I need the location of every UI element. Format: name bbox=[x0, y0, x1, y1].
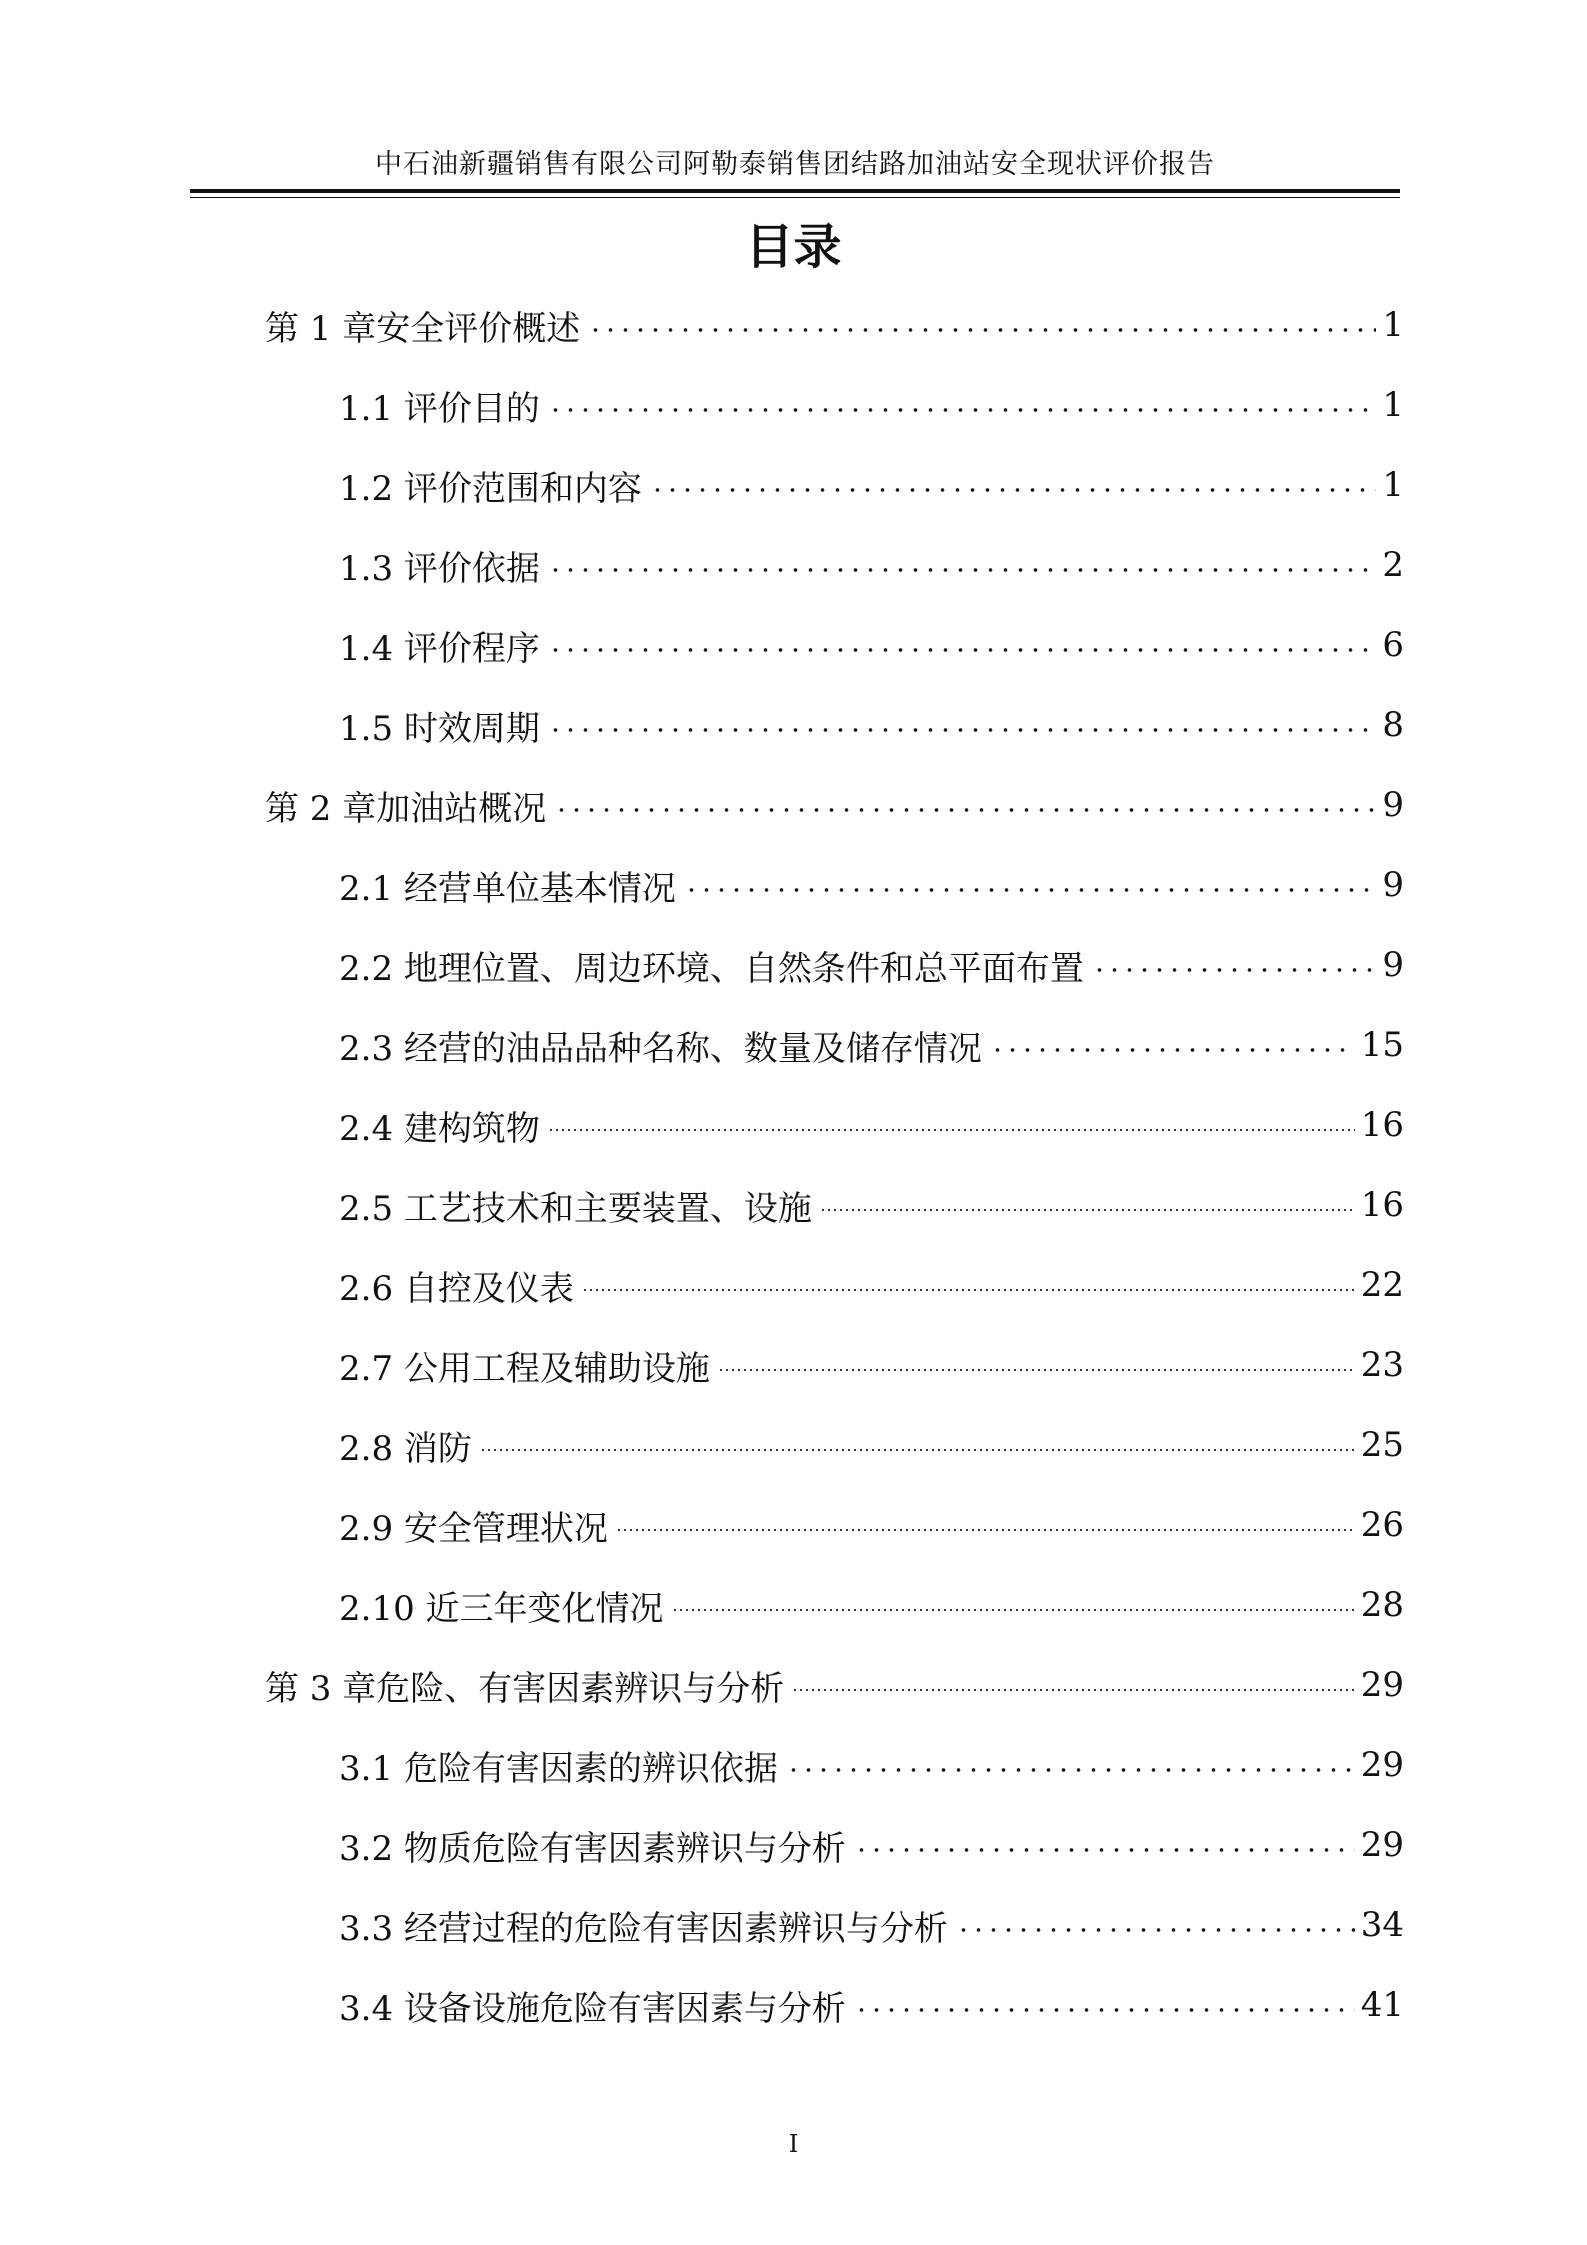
toc-entry-page-number: 9 bbox=[1382, 865, 1404, 905]
toc-dot-leader bbox=[582, 1287, 1355, 1293]
toc-entry-page-number: 1 bbox=[1382, 385, 1404, 425]
toc-entry[interactable] bbox=[339, 1970, 1404, 2040]
toc-entry-label: 2.2 地理位置、周边环境、自然条件和总平面布置 bbox=[339, 948, 1084, 989]
toc-entry-label: 2.10 近三年变化情况 bbox=[339, 1588, 664, 1629]
toc-dot-leader bbox=[480, 1447, 1355, 1453]
toc-entry-page-number: 26 bbox=[1360, 1505, 1404, 1545]
header-rule-thin bbox=[190, 197, 1400, 198]
toc-entry[interactable] bbox=[339, 370, 1404, 440]
toc-entry[interactable] bbox=[339, 530, 1404, 600]
toc-entry-label: 2.6 自控及仪表 bbox=[339, 1268, 574, 1309]
toc-title: 目录 bbox=[745, 219, 842, 275]
toc-entry-page-number: 9 bbox=[1382, 945, 1404, 985]
toc-entry-label: 第 2 章加油站概况 bbox=[265, 788, 547, 829]
toc-entry-page-number: 16 bbox=[1360, 1185, 1404, 1225]
toc-dot-leader bbox=[548, 647, 1376, 653]
toc-entry-page-number: 9 bbox=[1382, 785, 1404, 825]
toc-entry[interactable] bbox=[339, 1810, 1404, 1880]
toc-entry[interactable] bbox=[265, 770, 1404, 840]
toc-dot-leader bbox=[588, 327, 1376, 333]
toc-dot-leader bbox=[990, 1047, 1355, 1053]
toc-entry-page-number: 1 bbox=[1382, 305, 1404, 345]
toc-entry-page-number: 28 bbox=[1360, 1585, 1404, 1625]
running-header-title: 中石油新疆销售有限公司阿勒泰销售团结路加油站安全现状评价报告 bbox=[375, 149, 1215, 180]
toc-dot-leader bbox=[956, 1927, 1355, 1933]
toc-entry-label: 2.5 工艺技术和主要装置、设施 bbox=[339, 1188, 812, 1229]
toc-entry-page-number: 6 bbox=[1382, 625, 1404, 665]
toc-entry-label: 3.2 物质危险有害因素辨识与分析 bbox=[339, 1828, 846, 1869]
header-rule-thick bbox=[190, 189, 1400, 193]
toc-entry-label: 3.3 经营过程的危险有害因素辨识与分析 bbox=[339, 1908, 948, 1949]
toc-entry[interactable] bbox=[339, 1250, 1404, 1320]
toc-entry-page-number: 29 bbox=[1360, 1745, 1404, 1785]
toc-entry-label: 1.3 评价依据 bbox=[339, 548, 540, 589]
toc-entry-page-number: 8 bbox=[1382, 705, 1404, 745]
toc-dot-leader bbox=[548, 727, 1376, 733]
toc-entry-label: 2.8 消防 bbox=[339, 1428, 472, 1469]
toc-dot-leader bbox=[554, 807, 1376, 813]
toc-dot-leader bbox=[684, 887, 1376, 893]
toc-entry[interactable] bbox=[339, 850, 1404, 920]
toc-dot-leader bbox=[718, 1367, 1355, 1373]
toc-entry[interactable] bbox=[339, 450, 1404, 520]
toc-entry-page-number: 25 bbox=[1360, 1425, 1404, 1465]
toc-entry[interactable] bbox=[339, 1730, 1404, 1800]
toc-entry-label: 1.1 评价目的 bbox=[339, 388, 540, 429]
toc-entry[interactable] bbox=[265, 1650, 1404, 1720]
toc-dot-leader bbox=[548, 1127, 1355, 1133]
toc-entry[interactable] bbox=[339, 930, 1404, 1000]
toc-entry-page-number: 29 bbox=[1360, 1825, 1404, 1865]
toc-dot-leader bbox=[650, 487, 1376, 493]
toc-entry[interactable] bbox=[339, 1570, 1404, 1640]
toc-dot-leader bbox=[672, 1607, 1355, 1613]
toc-entry-page-number: 41 bbox=[1360, 1985, 1404, 2025]
toc-entry-page-number: 2 bbox=[1382, 545, 1404, 585]
toc-entry-label: 2.1 经营单位基本情况 bbox=[339, 868, 676, 909]
toc-entry[interactable] bbox=[339, 1410, 1404, 1480]
toc-entry-label: 1.2 评价范围和内容 bbox=[339, 468, 642, 509]
toc-entry[interactable] bbox=[339, 1010, 1404, 1080]
toc-dot-leader bbox=[820, 1207, 1355, 1213]
toc-entry-label: 第 1 章安全评价概述 bbox=[265, 308, 581, 349]
toc-entry-page-number: 15 bbox=[1360, 1025, 1404, 1065]
toc-entry-page-number: 23 bbox=[1360, 1345, 1404, 1385]
toc-entry-page-number: 16 bbox=[1360, 1105, 1404, 1145]
toc-entry-page-number: 34 bbox=[1360, 1905, 1404, 1945]
toc-entry[interactable] bbox=[339, 1090, 1404, 1160]
toc-entry-label: 3.1 危险有害因素的辨识依据 bbox=[339, 1748, 778, 1789]
toc-entry[interactable] bbox=[339, 1170, 1404, 1240]
page-number: I bbox=[788, 2130, 799, 2158]
toc-entry-label: 2.7 公用工程及辅助设施 bbox=[339, 1348, 710, 1389]
toc-dot-leader bbox=[854, 1847, 1355, 1853]
toc-entry-label: 2.3 经营的油品品种名称、数量及储存情况 bbox=[339, 1028, 982, 1069]
toc-entry-page-number: 1 bbox=[1382, 465, 1404, 505]
toc-entry[interactable] bbox=[265, 290, 1404, 360]
toc-entry[interactable] bbox=[339, 1330, 1404, 1400]
toc-entry[interactable] bbox=[339, 1490, 1404, 1560]
toc-dot-leader bbox=[792, 1687, 1354, 1693]
toc-entry[interactable] bbox=[339, 690, 1404, 760]
toc-dot-leader bbox=[854, 2007, 1355, 2013]
toc-entry-label: 2.4 建构筑物 bbox=[339, 1108, 540, 1149]
toc-entry-page-number: 22 bbox=[1360, 1265, 1404, 1305]
toc-dot-leader bbox=[616, 1527, 1355, 1533]
toc-entry-label: 2.9 安全管理状况 bbox=[339, 1508, 608, 1549]
toc-entry[interactable] bbox=[339, 610, 1404, 680]
toc-dot-leader bbox=[548, 407, 1376, 413]
toc-entry-label: 1.5 时效周期 bbox=[339, 708, 540, 749]
toc-entry-label: 3.4 设备设施危险有害因素与分析 bbox=[339, 1988, 846, 2029]
toc-dot-leader bbox=[548, 567, 1376, 573]
toc-entry-label: 1.4 评价程序 bbox=[339, 628, 540, 669]
toc-entry[interactable] bbox=[339, 1890, 1404, 1960]
toc-entry-label: 第 3 章危险、有害因素辨识与分析 bbox=[265, 1668, 785, 1709]
toc-dot-leader bbox=[786, 1767, 1355, 1773]
toc-dot-leader bbox=[1092, 967, 1376, 973]
toc-entry-page-number: 29 bbox=[1360, 1665, 1404, 1705]
